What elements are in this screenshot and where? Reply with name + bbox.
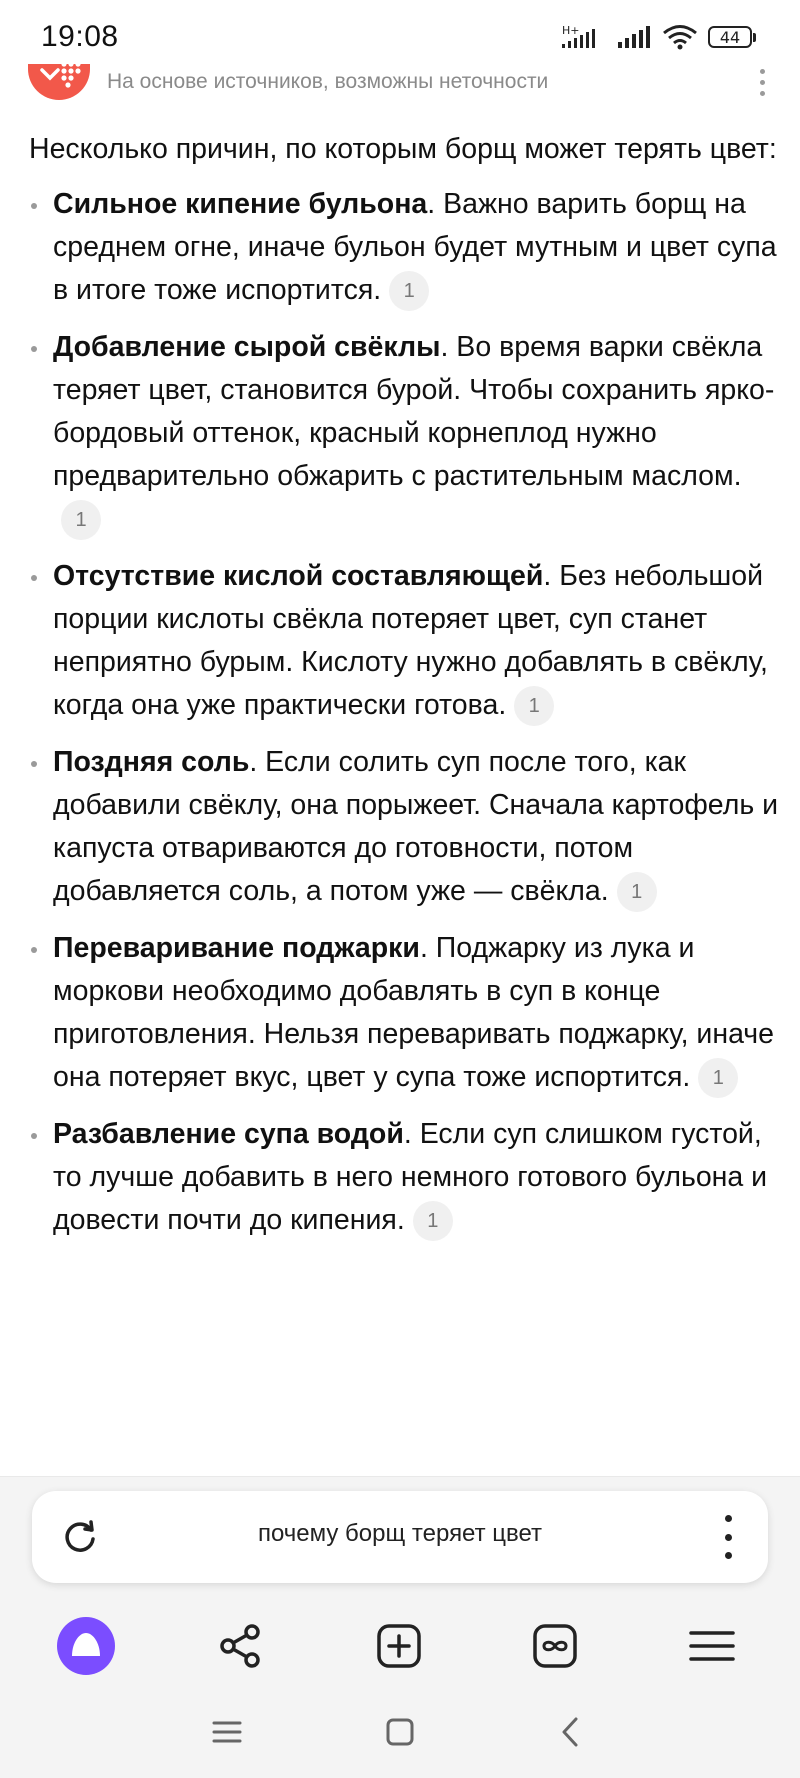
query-bar[interactable]	[32, 1491, 768, 1583]
svg-text:H+: H+	[562, 24, 580, 37]
item-title: Сильное кипение бульона	[53, 188, 428, 220]
status-time: 19:08	[41, 20, 119, 53]
item-text: . Во время варки свёкла теряет цвет, становится бурой. Чтобы сохранить ярко-бордовый оттенок, красный корнеплод нужно предварительно обжарить с растительным маслом.	[53, 331, 775, 492]
bottom-panel	[0, 1476, 800, 1778]
source-menu-icon[interactable]	[752, 62, 772, 102]
back-icon[interactable]	[546, 1707, 596, 1757]
list-item	[29, 741, 779, 913]
reload-icon[interactable]	[60, 1517, 100, 1557]
item-title: Переваривание поджарки	[53, 932, 420, 964]
item-text: . Если суп слишком густой, то лучше добавить в него немного готового бульона и довести почти до кипения.	[53, 1118, 768, 1236]
answer-list	[29, 183, 779, 1242]
item-text: . Без небольшой порции кислоты свёкла потеряет цвет, суп станет неприятно бурым. Кислоту нужно добавлять в свёклу, когда она уже практически готова.	[53, 560, 768, 721]
item-title: Разбавление супа водой	[53, 1118, 404, 1150]
bullet-icon	[31, 1133, 37, 1139]
item-text: . Если солить суп после того, как добавили свёклу, она порыжеет. Сначала картофель и капуста отвариваются до готовности, потом добавляется соль, а потом уже — свёкла.	[53, 746, 779, 907]
item-title: Отсутствие кислой составляющей	[53, 560, 544, 592]
list-item	[29, 1113, 779, 1242]
citation-badge[interactable]: 1	[389, 271, 429, 311]
signal-icon	[616, 24, 652, 50]
share-icon[interactable]	[206, 1611, 276, 1681]
answer-intro: Несколько причин, по которым борщ может терять цвет:	[29, 133, 777, 165]
bullet-icon	[31, 575, 37, 581]
item-title: Поздняя соль	[53, 746, 250, 778]
citation-badge[interactable]: 1	[514, 686, 554, 726]
bullet-icon	[31, 203, 37, 209]
status-bar	[0, 0, 800, 64]
list-item	[29, 555, 779, 727]
signal-hplus-icon	[560, 24, 606, 50]
item-title: Добавление сырой свёклы	[53, 331, 441, 363]
list-item	[29, 183, 779, 312]
citation-badge[interactable]: 1	[61, 500, 101, 540]
new-tab-icon[interactable]	[364, 1611, 434, 1681]
status-icons	[560, 22, 756, 52]
citation-badge[interactable]: 1	[617, 872, 657, 912]
citation-badge[interactable]: 1	[698, 1058, 738, 1098]
system-nav-bar	[0, 1697, 800, 1767]
recent-apps-icon[interactable]	[202, 1707, 252, 1757]
list-item	[29, 927, 779, 1099]
home-icon[interactable]	[375, 1707, 425, 1757]
list-item	[29, 326, 779, 541]
menu-icon[interactable]	[677, 1611, 747, 1681]
citation-badge[interactable]: 1	[413, 1201, 453, 1241]
item-text: . Поджарку из лука и моркови необходимо добавлять в суп в конце приготовления. Нельзя переваривать поджарку, иначе она потеряет вкус, цвет у супа тоже испортится.	[53, 932, 775, 1093]
browser-nav-bar	[0, 1611, 800, 1681]
bullet-icon	[31, 346, 37, 352]
vertical-dots-icon[interactable]	[722, 1515, 734, 1559]
battery-level: 44	[708, 26, 752, 48]
battery-icon	[708, 26, 756, 48]
tabs-icon[interactable]	[520, 1611, 590, 1681]
wifi-icon	[662, 23, 698, 51]
bullet-icon	[31, 761, 37, 767]
answer-content	[29, 128, 779, 1256]
item-text: . Важно варить борщ на среднем огне, иначе бульон будет мутным и цвет супа в итоге тоже испортится.	[53, 188, 777, 306]
bullet-icon	[31, 947, 37, 953]
source-disclaimer: На основе источников, возможны неточности	[107, 70, 549, 93]
query-text[interactable]: почему борщ теряет цвет	[257, 1520, 543, 1547]
alice-icon[interactable]	[51, 1611, 121, 1681]
